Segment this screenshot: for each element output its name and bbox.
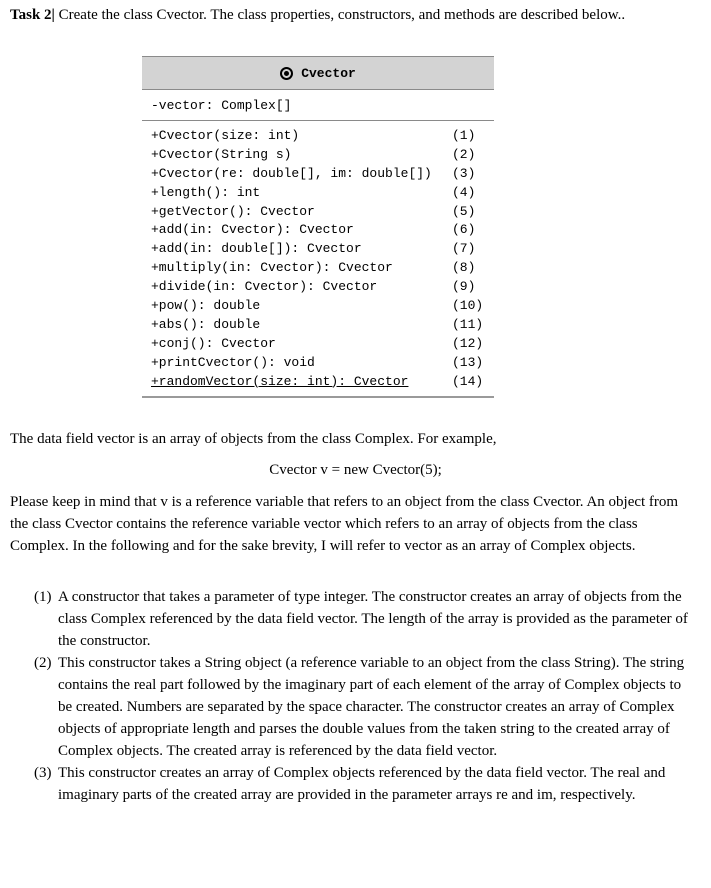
uml-method-number: (13) bbox=[452, 354, 484, 370]
uml-method-signature: +conj(): Cvector bbox=[151, 335, 276, 351]
uml-method-row bbox=[151, 202, 494, 221]
uml-method-row bbox=[151, 239, 494, 258]
list-item-text: This constructor creates an array of Complex objects referenced by the data field vector. The real and imaginary parts of the created array are provided in the parameter arrays re and im, respectively. bbox=[58, 765, 666, 803]
uml-method-number: (11) bbox=[452, 316, 484, 332]
list-item-number: (3) bbox=[34, 765, 52, 781]
uml-class-diagram bbox=[142, 56, 494, 398]
list-item bbox=[34, 586, 689, 652]
paragraph-reference-note: Please keep in mind that v is a reference variable that refers to an object from the class Cvector. An object from the class Cvector contains the reference variable vector which refers to an array of objects from the class Complex. In the following and for the sake brevity, I will refer to vector as an array of Complex objects. bbox=[10, 494, 679, 554]
uml-method-signature: +getVector(): Cvector bbox=[151, 203, 315, 219]
uml-method-signature: +pow(): double bbox=[151, 297, 261, 313]
uml-method-row bbox=[151, 277, 494, 296]
code-example: Cvector v = new Cvector(5); bbox=[269, 462, 442, 478]
uml-class-header bbox=[142, 56, 494, 90]
uml-method-row bbox=[151, 126, 494, 145]
uml-method-signature: +add(in: Cvector): Cvector bbox=[151, 222, 354, 238]
list-item-text: A constructor that takes a parameter of type integer. The constructor creates an array of objects from the class Complex referenced by the data field vector. The length of the array is provided as the parameter of the constructor. bbox=[58, 589, 688, 649]
uml-method-signature-static: +randomVector(size: int): Cvector bbox=[151, 373, 409, 389]
uml-method-row bbox=[151, 258, 494, 277]
uml-field bbox=[142, 90, 494, 121]
uml-method-signature: +divide(in: Cvector): Cvector bbox=[151, 279, 378, 295]
uml-method-number: (9) bbox=[452, 279, 476, 295]
uml-method-number: (10) bbox=[452, 297, 484, 313]
uml-method-signature: +add(in: double[]): Cvector bbox=[151, 241, 362, 257]
uml-method-row bbox=[151, 353, 494, 372]
list-item bbox=[34, 762, 689, 806]
task-label: Task 2| bbox=[10, 7, 55, 23]
uml-method-signature: +multiply(in: Cvector): Cvector bbox=[151, 260, 393, 276]
uml-method-row bbox=[151, 183, 494, 202]
uml-method-number: (4) bbox=[452, 184, 476, 200]
uml-method-signature: +printCvector(): void bbox=[151, 354, 315, 370]
uml-method-signature: +length(): int bbox=[151, 184, 261, 200]
uml-field-text: -vector: Complex[] bbox=[151, 97, 292, 113]
uml-method-number: (3) bbox=[452, 165, 476, 181]
list-item-number: (1) bbox=[34, 589, 52, 605]
uml-method-number: (6) bbox=[452, 222, 476, 238]
list-item bbox=[34, 652, 689, 762]
uml-method-row bbox=[151, 334, 494, 353]
paragraph-intro: The data field vector is an array of objects from the class Complex. For example, bbox=[10, 431, 497, 447]
task-text: Create the class Cvector. The class properties, constructors, and methods are described below.. bbox=[54, 7, 626, 23]
task-heading bbox=[10, 6, 700, 24]
uml-method-number: (12) bbox=[452, 335, 484, 351]
uml-methods bbox=[142, 121, 494, 396]
uml-method-signature: +Cvector(size: int) bbox=[151, 127, 300, 143]
uml-method-row bbox=[151, 296, 494, 315]
uml-method-row bbox=[151, 164, 494, 183]
uml-method-number: (7) bbox=[452, 241, 476, 257]
uml-method-number: (8) bbox=[452, 260, 476, 276]
uml-method-row bbox=[151, 145, 494, 164]
uml-class-name: Cvector bbox=[301, 65, 356, 81]
list-item-text: This constructor takes a String object (a reference variable to an object from the class String). The string contains the real part followed by the imaginary part of each element of the array of Complex objects to be created. Numbers are separated by the space character. The constructor creates an array of Complex objects of appropriate length and parses the double values from the taken string to the created array of Complex objects. The created array is referenced by the data field vector. bbox=[58, 655, 685, 759]
uml-method-row bbox=[151, 372, 494, 391]
uml-method-signature: +Cvector(re: double[], im: double[]) bbox=[151, 165, 432, 181]
uml-method-row bbox=[151, 315, 494, 334]
class-icon bbox=[280, 67, 293, 80]
uml-method-row bbox=[151, 220, 494, 239]
list-item-number: (2) bbox=[34, 655, 52, 671]
constructor-list bbox=[34, 586, 689, 806]
uml-method-number: (2) bbox=[452, 146, 476, 162]
uml-method-number: (5) bbox=[452, 203, 476, 219]
uml-method-signature: +abs(): double bbox=[151, 316, 261, 332]
uml-method-number: (14) bbox=[452, 373, 484, 389]
uml-method-number: (1) bbox=[452, 127, 476, 143]
uml-method-signature: +Cvector(String s) bbox=[151, 146, 292, 162]
